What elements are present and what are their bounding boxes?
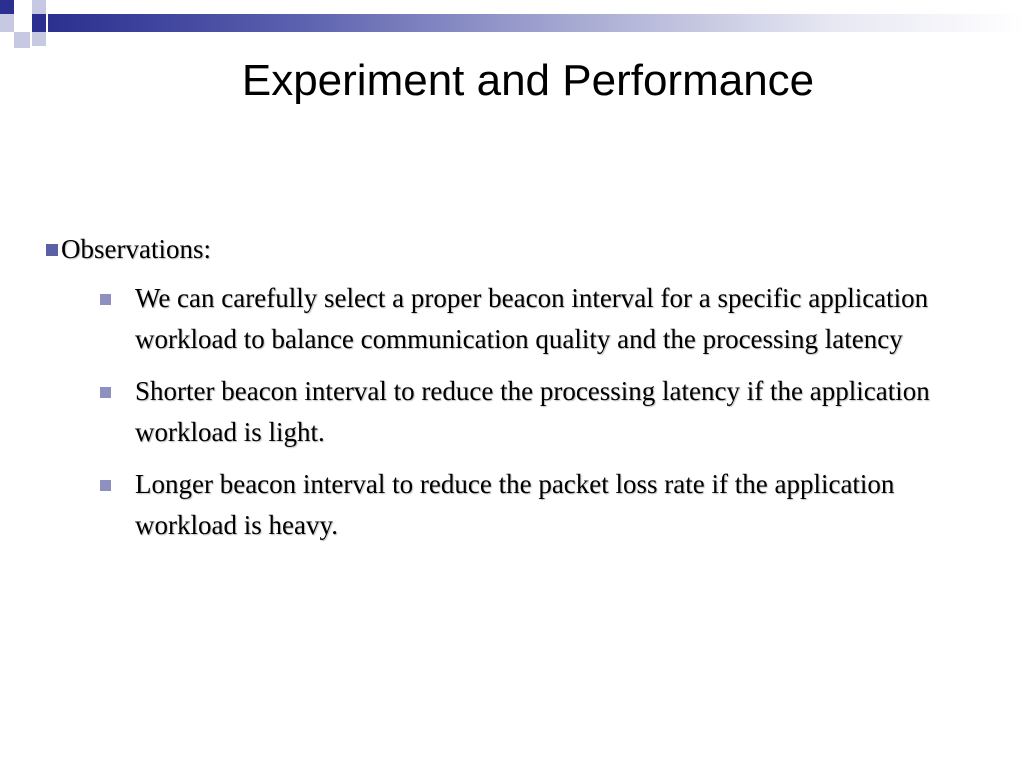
decorative-square bbox=[0, 0, 14, 14]
list-item bbox=[100, 278, 966, 360]
observation-list bbox=[46, 278, 966, 546]
decorative-square bbox=[0, 14, 14, 32]
slide-title: Experiment and Performance bbox=[241, 56, 815, 105]
heading-text: Observations: bbox=[61, 234, 211, 264]
slide-body bbox=[46, 232, 966, 557]
header-gradient-bar bbox=[48, 14, 1024, 32]
square-bullet-icon bbox=[100, 387, 111, 398]
decorative-square bbox=[32, 32, 46, 46]
list-item-text: We can carefully select a proper beacon interval for a specific application workload to balance communication quality and the processing latency bbox=[135, 283, 929, 354]
decorative-square bbox=[32, 14, 46, 32]
list-item-text: Longer beacon interval to reduce the packet loss rate if the application workload is heavy. bbox=[135, 469, 895, 540]
list-item bbox=[100, 371, 966, 453]
list-item-text: Shorter beacon interval to reduce the processing latency if the application workload is light. bbox=[135, 376, 930, 447]
decorative-square bbox=[14, 32, 30, 48]
square-bullet-icon bbox=[100, 294, 111, 305]
decorative-square bbox=[14, 14, 32, 32]
square-bullet-icon bbox=[46, 244, 58, 256]
square-bullet-icon bbox=[100, 480, 111, 491]
heading-item bbox=[46, 232, 966, 266]
list-item bbox=[100, 464, 966, 546]
decorative-square bbox=[32, 0, 46, 14]
